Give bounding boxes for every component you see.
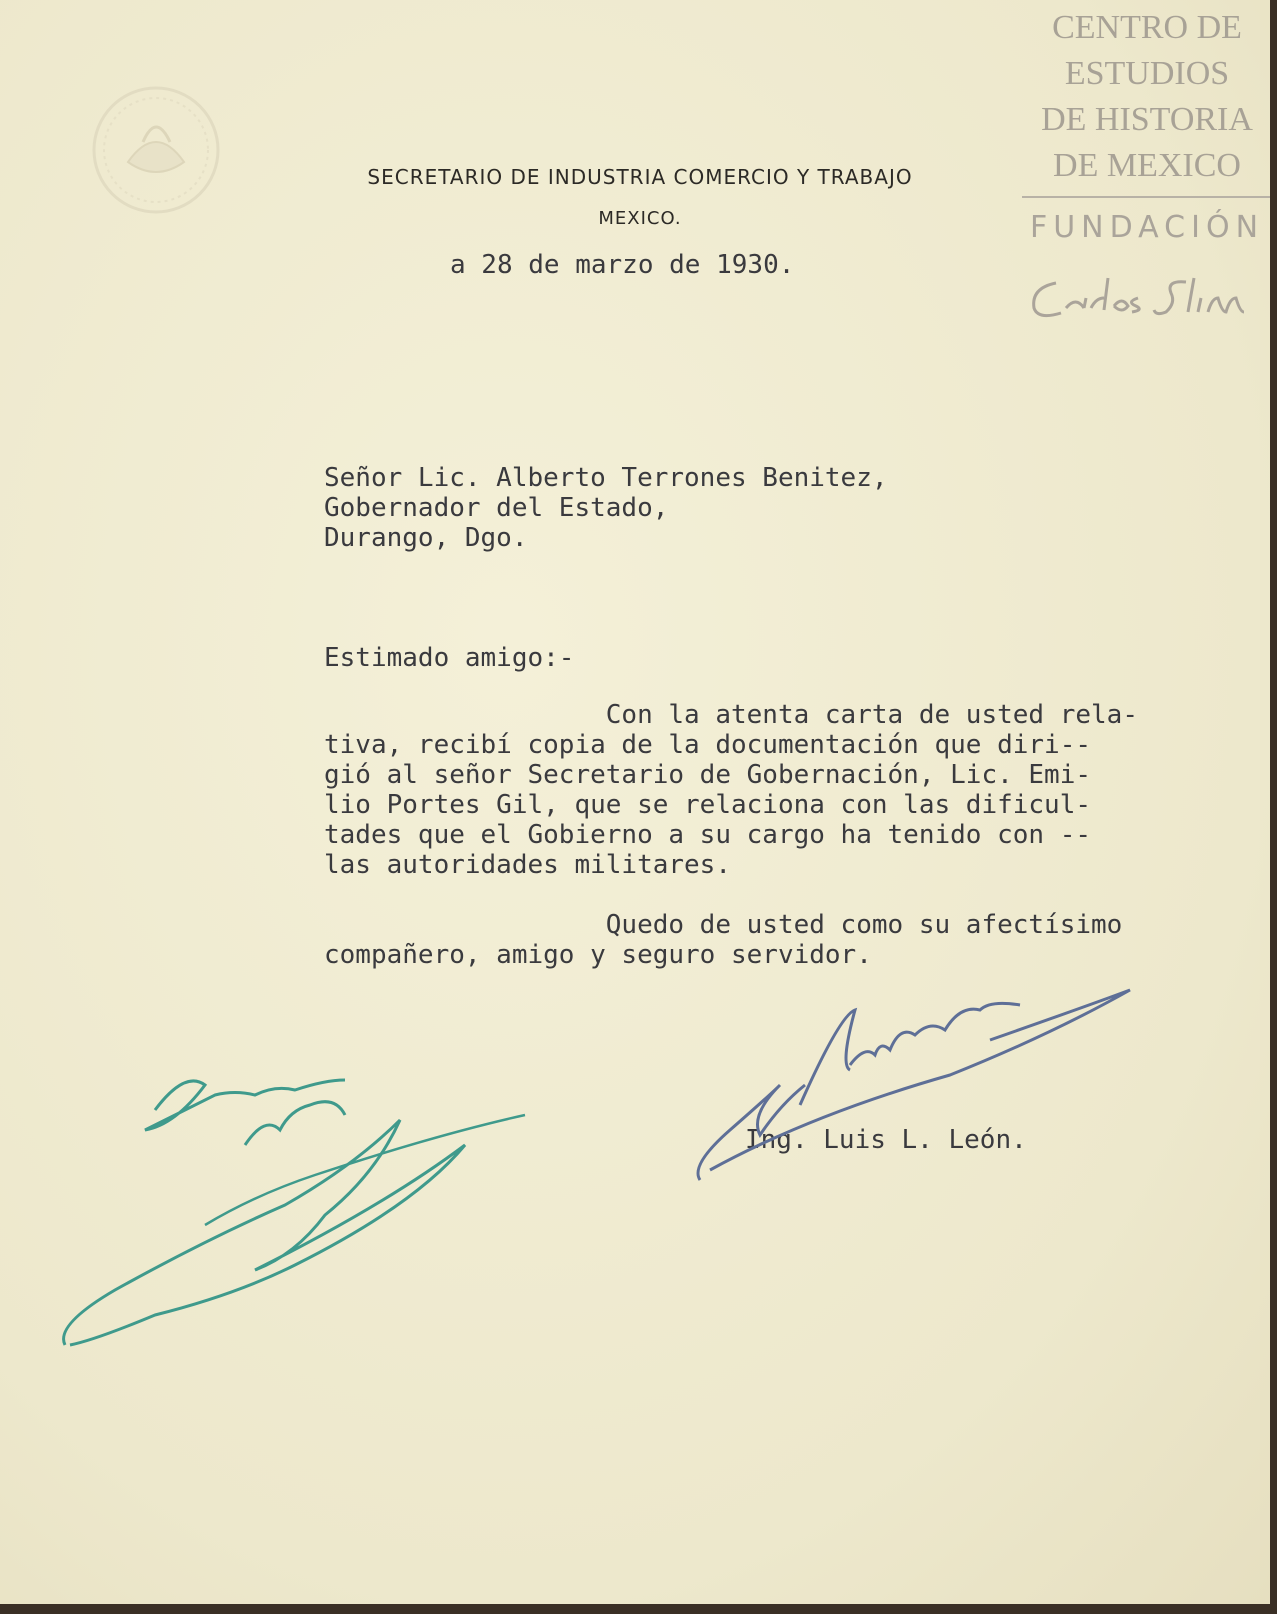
letter-closing (324, 910, 1122, 970)
closing-line: compañero, amigo y seguro servidor. (324, 940, 872, 970)
archive-stamp (1022, 5, 1272, 189)
salutation: Estimado amigo:- (324, 643, 575, 673)
body-line: Con la atenta carta de usted rela- (324, 700, 1138, 730)
recipient-line: Durango, Dgo. (324, 523, 528, 553)
archive-line: DE MEXICO (1053, 147, 1241, 184)
archive-line: CENTRO DE (1052, 9, 1242, 46)
body-line: lio Portes Gil, que se relaciona con las dificul- (324, 790, 1092, 820)
letter-date: a 28 de marzo de 1930. (450, 250, 795, 280)
recipient-address (324, 463, 888, 553)
body-line: tiva, recibí copia de la documentación que diri-- (324, 730, 1092, 760)
archive-line: DE HISTORIA (1041, 101, 1253, 138)
body-line: las autoridades militares. (324, 850, 731, 880)
body-line: gió al señor Secretario de Gobernación, Lic. Emi- (324, 760, 1092, 790)
letterhead-title: SECRETARIO DE INDUSTRIA COMERCIO Y TRABAJO (367, 165, 913, 189)
marginal-notation-green (55, 1055, 535, 1365)
embossed-seal-icon (88, 82, 224, 218)
carlos-slim-logo (1026, 268, 1266, 328)
page-edge-bottom (0, 1604, 1277, 1614)
signature-luis-leon (690, 965, 1150, 1190)
recipient-line: Gobernador del Estado, (324, 493, 669, 523)
signer-name: Ing. Luis L. León. (745, 1125, 1027, 1155)
closing-line: Quedo de usted como su afectísimo (324, 910, 1123, 940)
body-line: tades que el Gobierno a su cargo ha tenido con -- (324, 820, 1092, 850)
fundacion-label: FUNDACIÓN (1029, 210, 1265, 245)
recipient-line: Señor Lic. Alberto Terrones Benitez, (324, 463, 888, 493)
letterhead-city: MEXICO. (598, 208, 682, 229)
archive-line: ESTUDIOS (1064, 55, 1230, 92)
archive-divider (1022, 196, 1272, 198)
page-edge-right (1270, 0, 1277, 1614)
letter-body (324, 700, 1138, 880)
